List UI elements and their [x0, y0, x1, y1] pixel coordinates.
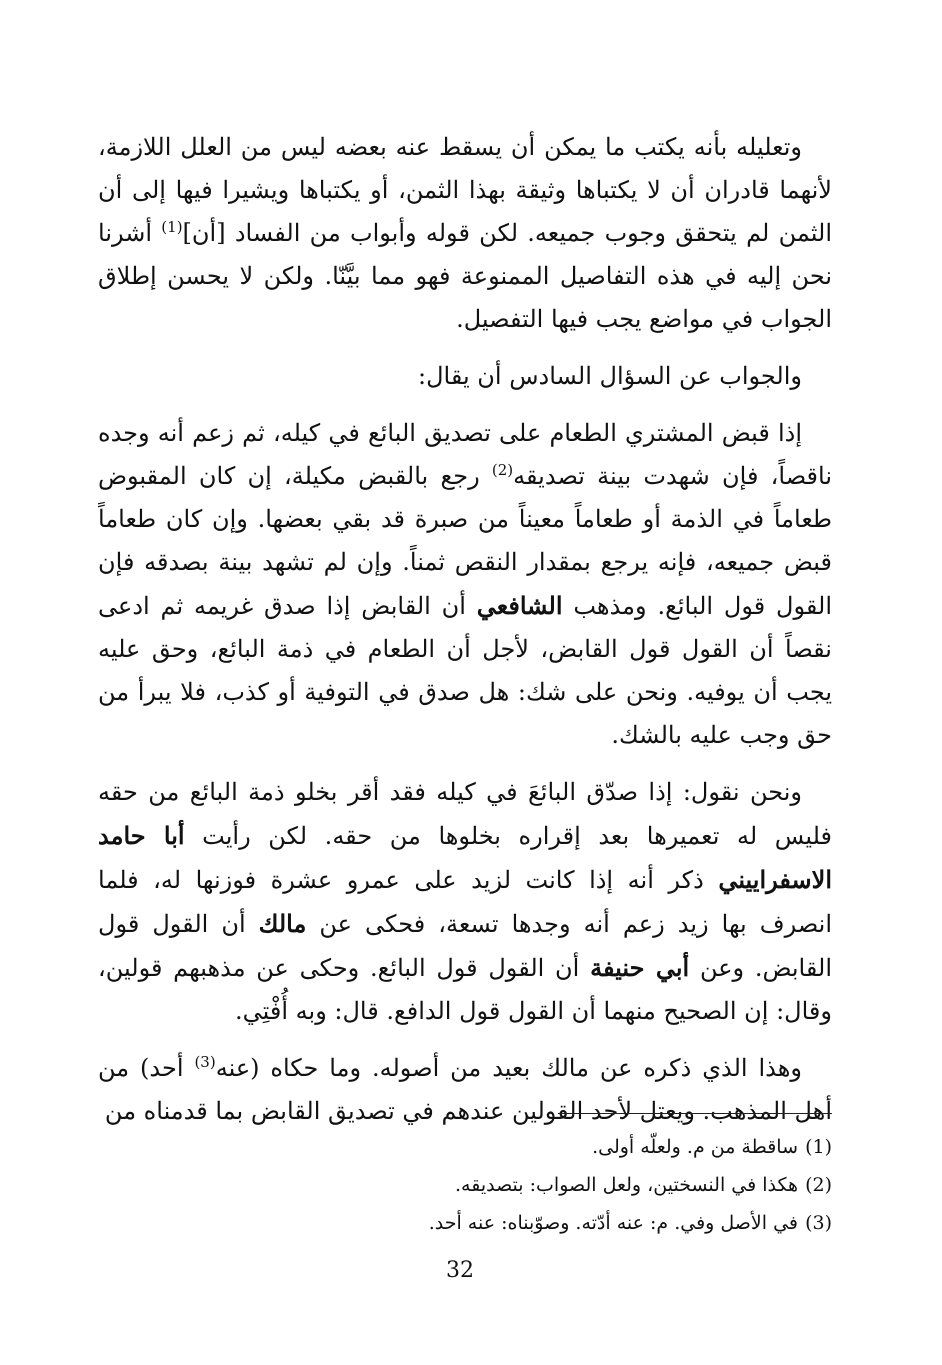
- paragraph-4-text-b: ذكر أنه إذا كانت لزيد على عمرو عشرة فوزنها له، فلما انصرف بها زيد زعم أنه وجدها تسعة، فحكى عن: [98, 866, 832, 938]
- paragraph-1-text: وتعليله بأنه يكتب ما يمكن أن يسقط عنه بعضه ليس من العلل اللازمة، لأنهما قادران أن لا يكتباها وثيقة بهذا الثمن، أو يكتباها ويشيرا فيها إلى أن الثمن لم يتحقق وجوب جميعه. لكن قوله وأبواب من الفساد [أن]: [98, 133, 832, 247]
- paragraph-4-text-c: أن القول قول القابض. وعن: [98, 910, 832, 982]
- footnote-1: [300, 1128, 832, 1166]
- paragraph-3-text-c: أن القابض إذا صدق غريمه ثم ادعى نقصاً أن القول قول القابض، لأجل أن الطعام في ذمة البائع، وحق عليه يجب أن يوفيه. ونحن على شك: هل صدق في التوفية أو كذب، فلا يبرأ من حق وجب عليه بالشك.: [98, 592, 832, 749]
- paragraph-4-text-a: ونحن نقول: إذا صدّق البائعَ في كيله فقد أقر بخلو ذمة البائع من حقه فليس له تعميرها بعد إقراره بخلوها من حقه. لكن رأيت: [98, 778, 832, 850]
- paragraph-2-text: والجواب عن السؤال السادس أن يقال:: [418, 362, 802, 390]
- footnote-ref-1: (1): [161, 218, 183, 236]
- footnote-2: [300, 1166, 832, 1204]
- paragraph-5-text-a: وهذا الذي ذكره عن مالك بعيد من أصوله. وما حكاه (عنه: [215, 1054, 802, 1082]
- name-abu-hanifa: أبي حنيفة: [590, 953, 690, 982]
- footnote-text: ساقطة من م. ولعلّه أولى.: [592, 1136, 798, 1158]
- footnote-divider: [558, 1113, 832, 1114]
- paragraph-2: [98, 355, 832, 398]
- footnote-number: (3): [805, 1212, 832, 1234]
- footnote-ref-3: (3): [194, 1053, 216, 1071]
- paragraph-5: [98, 1047, 832, 1133]
- paragraph-3-text-b: رجع بالقبض مكيلة، إن كان المقبوض طعاماً في الذمة أو طعاماً معيناً من صبرة قد بقي بعضها. وإن كان طعاماً قبض جميعه، فإنه يرجع بمقدار النقص ثمناً. وإن لم تشهد بينة بصدقه فإن القول قول البائع. ومذهب: [98, 462, 832, 620]
- footnote-text: في الأصل وفي. م: عنه أدّته. وصوّبناه: عنه أحد.: [428, 1212, 798, 1234]
- paragraph-1: [98, 126, 832, 341]
- footnote-number: (2): [805, 1174, 832, 1196]
- page-number: 32: [446, 1258, 474, 1283]
- paragraph-1-text-rest: أشرنا نحن إليه في هذه التفاصيل الممنوعة فهو مما بيَّنّا. ولكن لا يحسن إطلاق الجواب في مواضع يجب فيها التفصيل.: [98, 219, 832, 333]
- paragraph-4: [98, 771, 832, 1033]
- name-shafii: الشافعي: [476, 591, 563, 620]
- paragraph-3-text-a: إذا قبض المشتري الطعام على تصديق البائع في كيله، ثم زعم أنه وجده ناقصاً، فإن شهدت بينة تصديقه: [98, 419, 832, 490]
- footnotes: [300, 1128, 832, 1242]
- paragraph-5-text-b: أحد) من أهل المذهب. ويعتل لأحد القولين عندهم في تصديق القابض بما قدمناه من: [98, 1054, 832, 1125]
- footnote-number: (1): [805, 1136, 832, 1158]
- main-text: [98, 126, 832, 1133]
- paragraph-4-text-d: أن القول قول البائع. وحكى عن مذهبهم قولين، وقال: إن الصحيح منهما أن القول قول الدافع. قال: وبه أُفْتِي.: [98, 954, 832, 1025]
- footnote-3: [300, 1204, 832, 1242]
- name-abu-hamid: أبا حامد الاسفراييني: [98, 821, 832, 894]
- paragraph-3: [98, 412, 832, 757]
- footnote-ref-2: (2): [491, 461, 514, 479]
- footnote-text: هكذا في النسختين، ولعل الصواب: بتصديقه.: [454, 1174, 798, 1196]
- name-malik: مالك: [258, 909, 307, 938]
